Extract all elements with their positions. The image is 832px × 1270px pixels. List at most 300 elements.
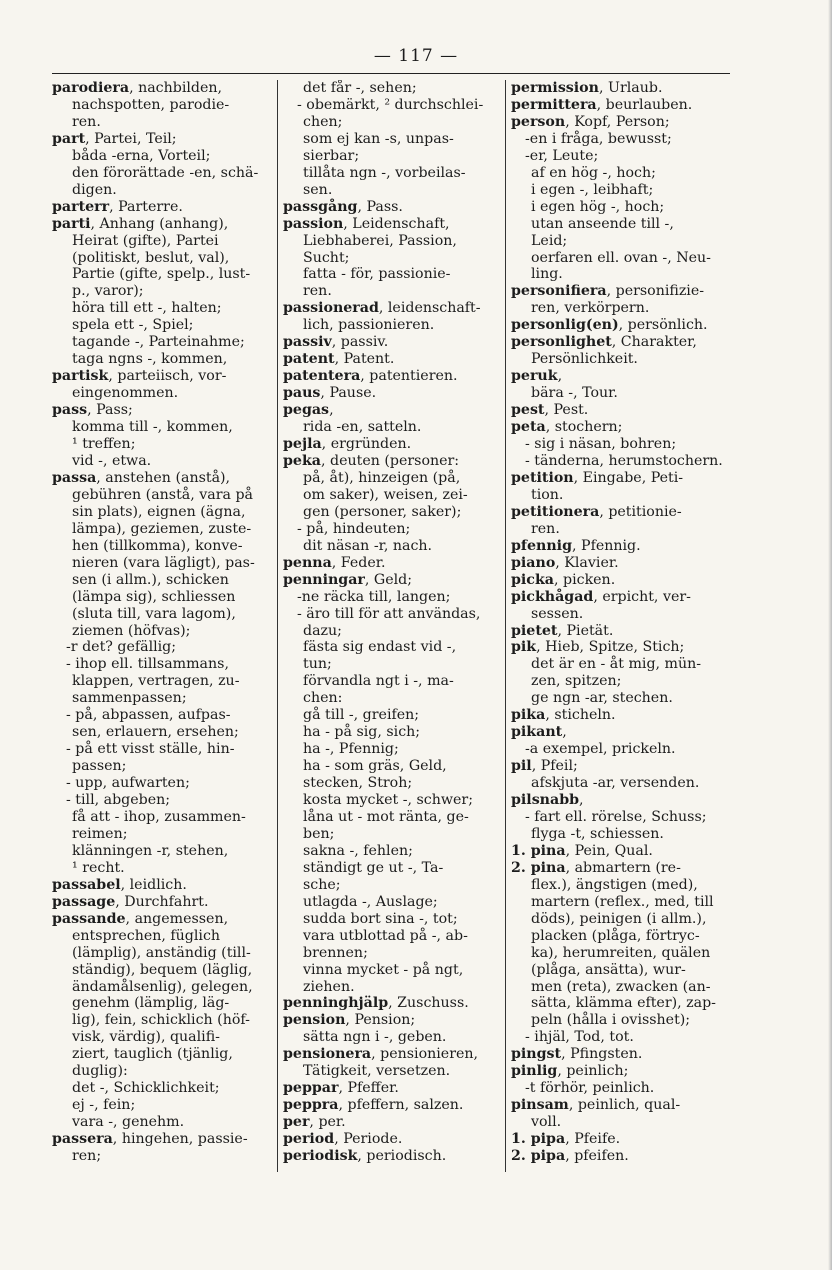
dictionary-line xyxy=(52,962,274,979)
dictionary-line xyxy=(511,741,733,758)
dictionary-line xyxy=(511,809,733,826)
dictionary-line xyxy=(52,928,274,945)
dictionary-headword-line xyxy=(52,216,274,233)
definition-text: reimen; xyxy=(72,825,128,842)
headword: petition xyxy=(511,469,574,486)
dictionary-line xyxy=(511,300,733,317)
definition-text: , angemessen, xyxy=(125,910,229,927)
dictionary-line xyxy=(52,673,274,690)
definition-text: utan anseende till -, xyxy=(531,215,674,232)
dictionary-headword-line xyxy=(511,1097,733,1114)
dictionary-line xyxy=(52,707,274,724)
dictionary-line xyxy=(511,656,733,673)
definition-text: , Feder. xyxy=(331,554,386,571)
headword: penninghjälp xyxy=(283,995,389,1012)
definition-text: , deuten (personer: xyxy=(320,452,460,469)
definition-text: , hingehen, passie- xyxy=(112,1131,248,1148)
definition-text: Persönlichkeit. xyxy=(531,351,638,368)
dictionary-headword-line xyxy=(511,623,733,640)
dictionary-line xyxy=(52,250,274,267)
dictionary-headword-line xyxy=(511,402,733,419)
definition-text: utlagda -, Auslage; xyxy=(303,893,438,910)
headword: pegas xyxy=(283,402,330,419)
dictionary-headword-line xyxy=(511,334,733,351)
headword: passage xyxy=(52,893,116,910)
definition-text: ha - som gräs, Geld, xyxy=(303,758,447,775)
definition-text: ständig), bequem (läglig, xyxy=(72,961,253,978)
definition-text: på, åt), hinzeigen (på, xyxy=(303,469,461,486)
dictionary-headword-line xyxy=(511,538,733,555)
definition-text: ge ngn -ar, stechen. xyxy=(531,690,673,707)
definition-text: , anstehen (anstå), xyxy=(96,469,231,486)
definition-text: , Pfingsten. xyxy=(561,1046,643,1063)
dictionary-line xyxy=(283,945,501,962)
headword: pinlig xyxy=(511,1063,558,1080)
dictionary-line xyxy=(511,928,733,945)
dictionary-line xyxy=(52,555,274,572)
dictionary-line xyxy=(511,233,733,250)
headword: pil xyxy=(511,758,532,775)
dictionary-headword-line xyxy=(52,1131,274,1148)
definition-text: sen, erlauern, ersehen; xyxy=(72,724,239,741)
definition-text: , Patent. xyxy=(334,351,395,368)
definition-text: sche; xyxy=(303,876,341,893)
definition-text: gebühren (anstå, vara på xyxy=(72,486,254,503)
definition-text: i egen hög -, hoch; xyxy=(531,198,665,215)
dictionary-line xyxy=(511,826,733,843)
dictionary-line xyxy=(283,673,501,690)
definition-text: afskjuta -ar, versenden. xyxy=(531,775,700,792)
definition-text: , Pension; xyxy=(345,1012,416,1029)
headword: parterr xyxy=(52,198,110,215)
dictionary-line xyxy=(283,538,501,555)
dictionary-line xyxy=(52,656,274,673)
definition-text: (sluta till, vara lagom), xyxy=(72,605,236,622)
definition-text: , Leidenschaft, xyxy=(343,215,450,232)
dictionary-line xyxy=(511,1029,733,1046)
dictionary-line xyxy=(52,724,274,741)
definition-text: , pfeifen. xyxy=(565,1148,629,1165)
definition-text: , Zuschuss. xyxy=(388,995,469,1012)
definition-text: flex.), ängstigen (med), xyxy=(531,876,698,893)
definition-text: komma till -, kommen, xyxy=(72,419,233,436)
dictionary-headword-line xyxy=(283,1148,501,1165)
headword: personifiera xyxy=(511,283,607,300)
definition-text: , xyxy=(562,724,567,741)
dictionary-line xyxy=(52,741,274,758)
definition-text: , beurlauben. xyxy=(596,96,693,113)
headword: periodisk xyxy=(283,1148,358,1165)
dictionary-line xyxy=(283,131,501,148)
dictionary-headword-line xyxy=(283,351,501,368)
dictionary-line xyxy=(52,266,274,283)
dictionary-line xyxy=(283,775,501,792)
dictionary-line xyxy=(52,843,274,860)
definition-text: det får -, sehen; xyxy=(303,80,417,96)
dictionary-line xyxy=(511,962,733,979)
dictionary-headword-line xyxy=(283,1097,501,1114)
dictionary-headword-line xyxy=(511,639,733,656)
headword: 1. pipa xyxy=(511,1131,566,1148)
column-divider xyxy=(505,80,506,1172)
dictionary-line xyxy=(52,589,274,606)
dictionary-line xyxy=(52,1012,274,1029)
headword: passion xyxy=(283,215,344,232)
definition-text: , passiv. xyxy=(331,334,389,351)
dictionary-headword-line xyxy=(283,1131,501,1148)
definition-text: tun; xyxy=(303,656,332,673)
definition-text: , periodisch. xyxy=(357,1148,447,1165)
definition-text: , Hieb, Spitze, Stich; xyxy=(536,639,685,656)
dictionary-line xyxy=(52,487,274,504)
headword: pik xyxy=(511,639,537,656)
headword: 2. pina xyxy=(511,859,566,876)
dictionary-line xyxy=(52,283,274,300)
definition-text: sierbar; xyxy=(303,147,360,164)
dictionary-line xyxy=(283,487,501,504)
definition-text: få att - ihop, zusammen- xyxy=(72,808,246,825)
definition-text: ren. xyxy=(303,283,332,300)
definition-text: , Pein, Qual. xyxy=(565,842,653,859)
definition-text: visk, värdig), qualifi- xyxy=(72,1029,220,1046)
definition-text: nieren (vara lägligt), pas- xyxy=(72,554,255,571)
dictionary-line xyxy=(283,504,501,521)
dictionary-line xyxy=(52,504,274,521)
dictionary-line xyxy=(511,1114,733,1131)
dictionary-line xyxy=(52,690,274,707)
definition-text: tillåta ngn -, vorbeilas- xyxy=(303,164,466,181)
dictionary-line xyxy=(511,385,733,402)
headword: passgång xyxy=(283,198,358,215)
dictionary-headword-line xyxy=(511,707,733,724)
definition-text: -en i fråga, bewusst; xyxy=(525,130,672,147)
definition-text: förvandla ngt i -, ma- xyxy=(303,673,454,690)
dictionary-headword-line xyxy=(52,368,274,385)
dictionary-line xyxy=(52,97,274,114)
headword: peruk xyxy=(511,368,558,385)
dictionary-line xyxy=(52,758,274,775)
dictionary-line xyxy=(511,894,733,911)
dictionary-line xyxy=(511,250,733,267)
definition-text: , nachbilden, xyxy=(129,80,223,96)
definition-text: Heirat (gifte), Partei xyxy=(72,232,219,249)
definition-text: klänningen -r, stehen, xyxy=(72,842,229,859)
definition-text: det -, Schicklichkeit; xyxy=(72,1080,220,1097)
dictionary-headword-line xyxy=(283,1046,501,1063)
definition-text: ren. xyxy=(72,113,101,130)
dictionary-headword-line xyxy=(511,843,733,860)
dictionary-headword-line xyxy=(511,317,733,334)
dictionary-line xyxy=(511,1080,733,1097)
definition-text: ziemen (höfvas); xyxy=(72,622,191,639)
definition-text: , patentieren. xyxy=(360,368,458,385)
headword: pickhågad xyxy=(511,588,594,605)
dictionary-line xyxy=(511,979,733,996)
dictionary-line xyxy=(511,216,733,233)
dictionary-headword-line xyxy=(283,995,501,1012)
definition-text: , Charakter, xyxy=(611,334,697,351)
dictionary-headword-line xyxy=(52,402,274,419)
dictionary-line xyxy=(52,351,274,368)
definition-text: flyga -t, schiessen. xyxy=(531,825,664,842)
dictionary-line xyxy=(52,1063,274,1080)
definition-text: , personifizie- xyxy=(606,283,705,300)
definition-text: sätta, klämma efter), zap- xyxy=(531,995,716,1012)
dictionary-line xyxy=(283,80,501,97)
headword: per xyxy=(283,1114,310,1131)
dictionary-headword-line xyxy=(511,555,733,572)
definition-text: , Pfeffer. xyxy=(338,1080,399,1097)
definition-text: martern (reflex., med, till xyxy=(531,893,714,910)
headword: passionerad xyxy=(283,300,379,317)
dictionary-line xyxy=(283,894,501,911)
definition-text: - tänderna, herumstochern. xyxy=(525,452,723,469)
definition-text: eingenommen. xyxy=(72,385,179,402)
dictionary-line xyxy=(283,589,501,606)
definition-text: Tätigkeit, versetzen. xyxy=(303,1063,451,1080)
definition-text: , ergründen. xyxy=(321,436,412,453)
headword: part xyxy=(52,130,86,147)
headword: pfennig xyxy=(511,537,572,554)
definition-text: dazu; xyxy=(303,622,342,639)
dictionary-headword-line xyxy=(283,300,501,317)
dictionary-headword-line xyxy=(511,470,733,487)
headword: period xyxy=(283,1131,335,1148)
column-3 xyxy=(511,80,733,1180)
headword: penningar xyxy=(283,571,365,588)
definition-text: - äro till för att användas, xyxy=(297,605,481,622)
dictionary-line xyxy=(511,606,733,623)
dictionary-line xyxy=(283,283,501,300)
definition-text: dit näsan -r, nach. xyxy=(303,537,433,554)
dictionary-headword-line xyxy=(52,470,274,487)
headword: pingst xyxy=(511,1046,562,1063)
dictionary-line xyxy=(283,826,501,843)
dictionary-line xyxy=(283,165,501,182)
definition-text: hen (tillkomma), konve- xyxy=(72,537,243,554)
definition-text: chen: xyxy=(303,690,343,707)
dictionary-line xyxy=(52,775,274,792)
dictionary-line xyxy=(52,639,274,656)
definition-text: - ihjäl, Tod, tot. xyxy=(525,1029,634,1046)
definition-text: om saker), weisen, zei- xyxy=(303,486,468,503)
headword: passiv xyxy=(283,334,332,351)
dictionary-line xyxy=(52,148,274,165)
definition-text: , xyxy=(579,792,584,809)
dictionary-headword-line xyxy=(283,1114,501,1131)
definition-text: vara -, genehm. xyxy=(72,1114,185,1131)
dictionary-headword-line xyxy=(52,131,274,148)
definition-text: oerfaren ell. ovan -, Neu- xyxy=(531,249,711,266)
dictionary-line xyxy=(52,114,274,131)
definition-text: , erpicht, ver- xyxy=(593,588,691,605)
dictionary-line xyxy=(283,758,501,775)
headword: patent xyxy=(283,351,335,368)
headword: piano xyxy=(511,554,556,571)
dictionary-line xyxy=(511,775,733,792)
column-2 xyxy=(283,80,501,1180)
definition-text: , Pass. xyxy=(357,198,403,215)
headword: passa xyxy=(52,469,97,486)
dictionary-line xyxy=(283,1029,501,1046)
dictionary-line xyxy=(511,911,733,928)
definition-text: sen. xyxy=(303,181,333,198)
dictionary-headword-line xyxy=(52,894,274,911)
dictionary-line xyxy=(283,97,501,114)
definition-text: ka), herumreiten, quälen xyxy=(531,944,711,961)
definition-text: sammenpassen; xyxy=(72,690,187,707)
definition-text: sudda bort sina -, tot; xyxy=(303,910,458,927)
dictionary-headword-line xyxy=(511,758,733,775)
header-rule xyxy=(52,73,730,74)
definition-text: , Parterre. xyxy=(109,198,183,215)
definition-text: ¹ treffen; xyxy=(72,436,136,453)
dictionary-line xyxy=(283,521,501,538)
headword: pensionera xyxy=(283,1046,372,1063)
dictionary-headword-line xyxy=(283,436,501,453)
dictionary-headword-line xyxy=(511,80,733,97)
definition-text: , Kopf, Person; xyxy=(565,113,670,130)
definition-text: - sig i näsan, bohren; xyxy=(525,436,677,453)
dictionary-line xyxy=(52,317,274,334)
definition-text: stecken, Stroh; xyxy=(303,775,413,792)
headword: pinsam xyxy=(511,1097,569,1114)
page-number: — 117 — xyxy=(373,46,459,66)
dictionary-line xyxy=(511,131,733,148)
definition-text: ren, verkörpern. xyxy=(531,300,650,317)
definition-text: rida -en, satteln. xyxy=(303,419,422,436)
dictionary-line xyxy=(283,656,501,673)
definition-text: , Pfeife. xyxy=(565,1131,621,1148)
definition-text: kosta mycket -, schwer; xyxy=(303,792,473,809)
definition-text: , pensionieren, xyxy=(371,1046,479,1063)
headword: pilsnabb xyxy=(511,792,580,809)
dictionary-line xyxy=(283,928,501,945)
definition-text: fatta - för, passionie- xyxy=(303,266,451,283)
dictionary-line xyxy=(511,453,733,470)
definition-text: (lämpa sig), schliessen xyxy=(72,588,236,605)
dictionary-line xyxy=(52,995,274,1012)
dictionary-line xyxy=(511,1012,733,1029)
definition-text: , Periode. xyxy=(334,1131,403,1148)
dictionary-line xyxy=(283,233,501,250)
headword: personlighet xyxy=(511,334,612,351)
headword: 2. pipa xyxy=(511,1148,566,1165)
dictionary-line xyxy=(511,487,733,504)
definition-text: , xyxy=(557,368,563,385)
dictionary-line xyxy=(52,233,274,250)
definition-text: , peinlich; xyxy=(557,1063,629,1080)
definition-text: vara utblottad på -, ab- xyxy=(303,927,468,944)
dictionary-headword-line xyxy=(511,283,733,300)
dictionary-line xyxy=(52,521,274,538)
dictionary-line xyxy=(283,707,501,724)
dictionary-line xyxy=(283,741,501,758)
dictionary-line xyxy=(511,351,733,368)
dictionary-line xyxy=(52,1097,274,1114)
definition-text: , Pfennig. xyxy=(572,537,641,554)
definition-text: , Urlaub. xyxy=(598,80,663,96)
definition-text: vid -, etwa. xyxy=(72,452,152,469)
definition-text: det är en - åt mig, mün- xyxy=(531,656,702,673)
dictionary-line xyxy=(52,979,274,996)
headword: peka xyxy=(283,452,321,469)
dictionary-line xyxy=(283,114,501,131)
definition-text: gå till -, greifen; xyxy=(303,707,420,724)
definition-text: lich, passionieren. xyxy=(303,317,435,334)
dictionary-line xyxy=(511,877,733,894)
headword: pietet xyxy=(511,622,558,639)
dictionary-line xyxy=(511,148,733,165)
definition-text: , per. xyxy=(309,1114,346,1131)
definition-text: gen (personer, saker); xyxy=(303,503,462,520)
definition-text: - på, hindeuten; xyxy=(297,520,411,537)
dictionary-line xyxy=(283,843,501,860)
definition-text: (politiskt, beslut, val), xyxy=(72,249,230,266)
dictionary-line xyxy=(52,1029,274,1046)
definition-text: taga ngns -, kommen, xyxy=(72,351,228,368)
headword: permittera xyxy=(511,96,597,113)
dictionary-line xyxy=(511,945,733,962)
definition-text: , Partei, Teil; xyxy=(85,130,177,147)
headword: penna xyxy=(283,554,332,571)
dictionary-line xyxy=(283,639,501,656)
definition-text: , peinlich, qual- xyxy=(568,1097,681,1114)
definition-text: brennen; xyxy=(303,944,368,961)
dictionary-headword-line xyxy=(511,860,733,877)
definition-text: , sticheln. xyxy=(545,707,616,724)
definition-text: höra till ett -, halten; xyxy=(72,300,222,317)
dictionary-line xyxy=(52,1046,274,1063)
headword: peppar xyxy=(283,1080,339,1097)
dictionary-headword-line xyxy=(511,589,733,606)
definition-text: , Pause. xyxy=(320,385,377,402)
definition-text: passen; xyxy=(72,758,127,775)
definition-text: , petitionie- xyxy=(599,503,682,520)
definition-text: , leidlich. xyxy=(120,876,187,893)
dictionary-line xyxy=(283,724,501,741)
column-divider xyxy=(277,80,278,1172)
definition-text: , Durchfahrt. xyxy=(115,893,209,910)
headword: parti xyxy=(52,215,91,232)
definition-text: Sucht; xyxy=(303,249,350,266)
dictionary-headword-line xyxy=(283,334,501,351)
headword: passande xyxy=(52,910,126,927)
dictionary-line xyxy=(52,572,274,589)
definition-text: ziert, tauglich (tjänlig, xyxy=(72,1046,233,1063)
definition-text: ren. xyxy=(531,520,560,537)
definition-text: ständigt ge ut -, Ta- xyxy=(303,859,444,876)
dictionary-headword-line xyxy=(283,572,501,589)
dictionary-headword-line xyxy=(52,80,274,97)
headword: parodiera xyxy=(52,80,130,96)
definition-text: ziehen. xyxy=(303,978,355,995)
dictionary-line xyxy=(52,300,274,317)
definition-text: Liebhaberei, Passion, xyxy=(303,232,457,249)
definition-text: placken (plåga, förtryc- xyxy=(531,927,700,944)
definition-text: , Pfeil; xyxy=(531,758,578,775)
headword: petitionera xyxy=(511,503,600,520)
dictionary-line xyxy=(52,419,274,436)
dictionary-line xyxy=(511,690,733,707)
definition-text: båda -erna, Vorteil; xyxy=(72,147,211,164)
definition-text: af en hög -, hoch; xyxy=(531,164,656,181)
dictionary-line xyxy=(511,436,733,453)
column-1 xyxy=(52,80,274,1180)
definition-text: nachspotten, parodie- xyxy=(72,96,230,113)
dictionary-headword-line xyxy=(283,1012,501,1029)
dictionary-line xyxy=(52,623,274,640)
